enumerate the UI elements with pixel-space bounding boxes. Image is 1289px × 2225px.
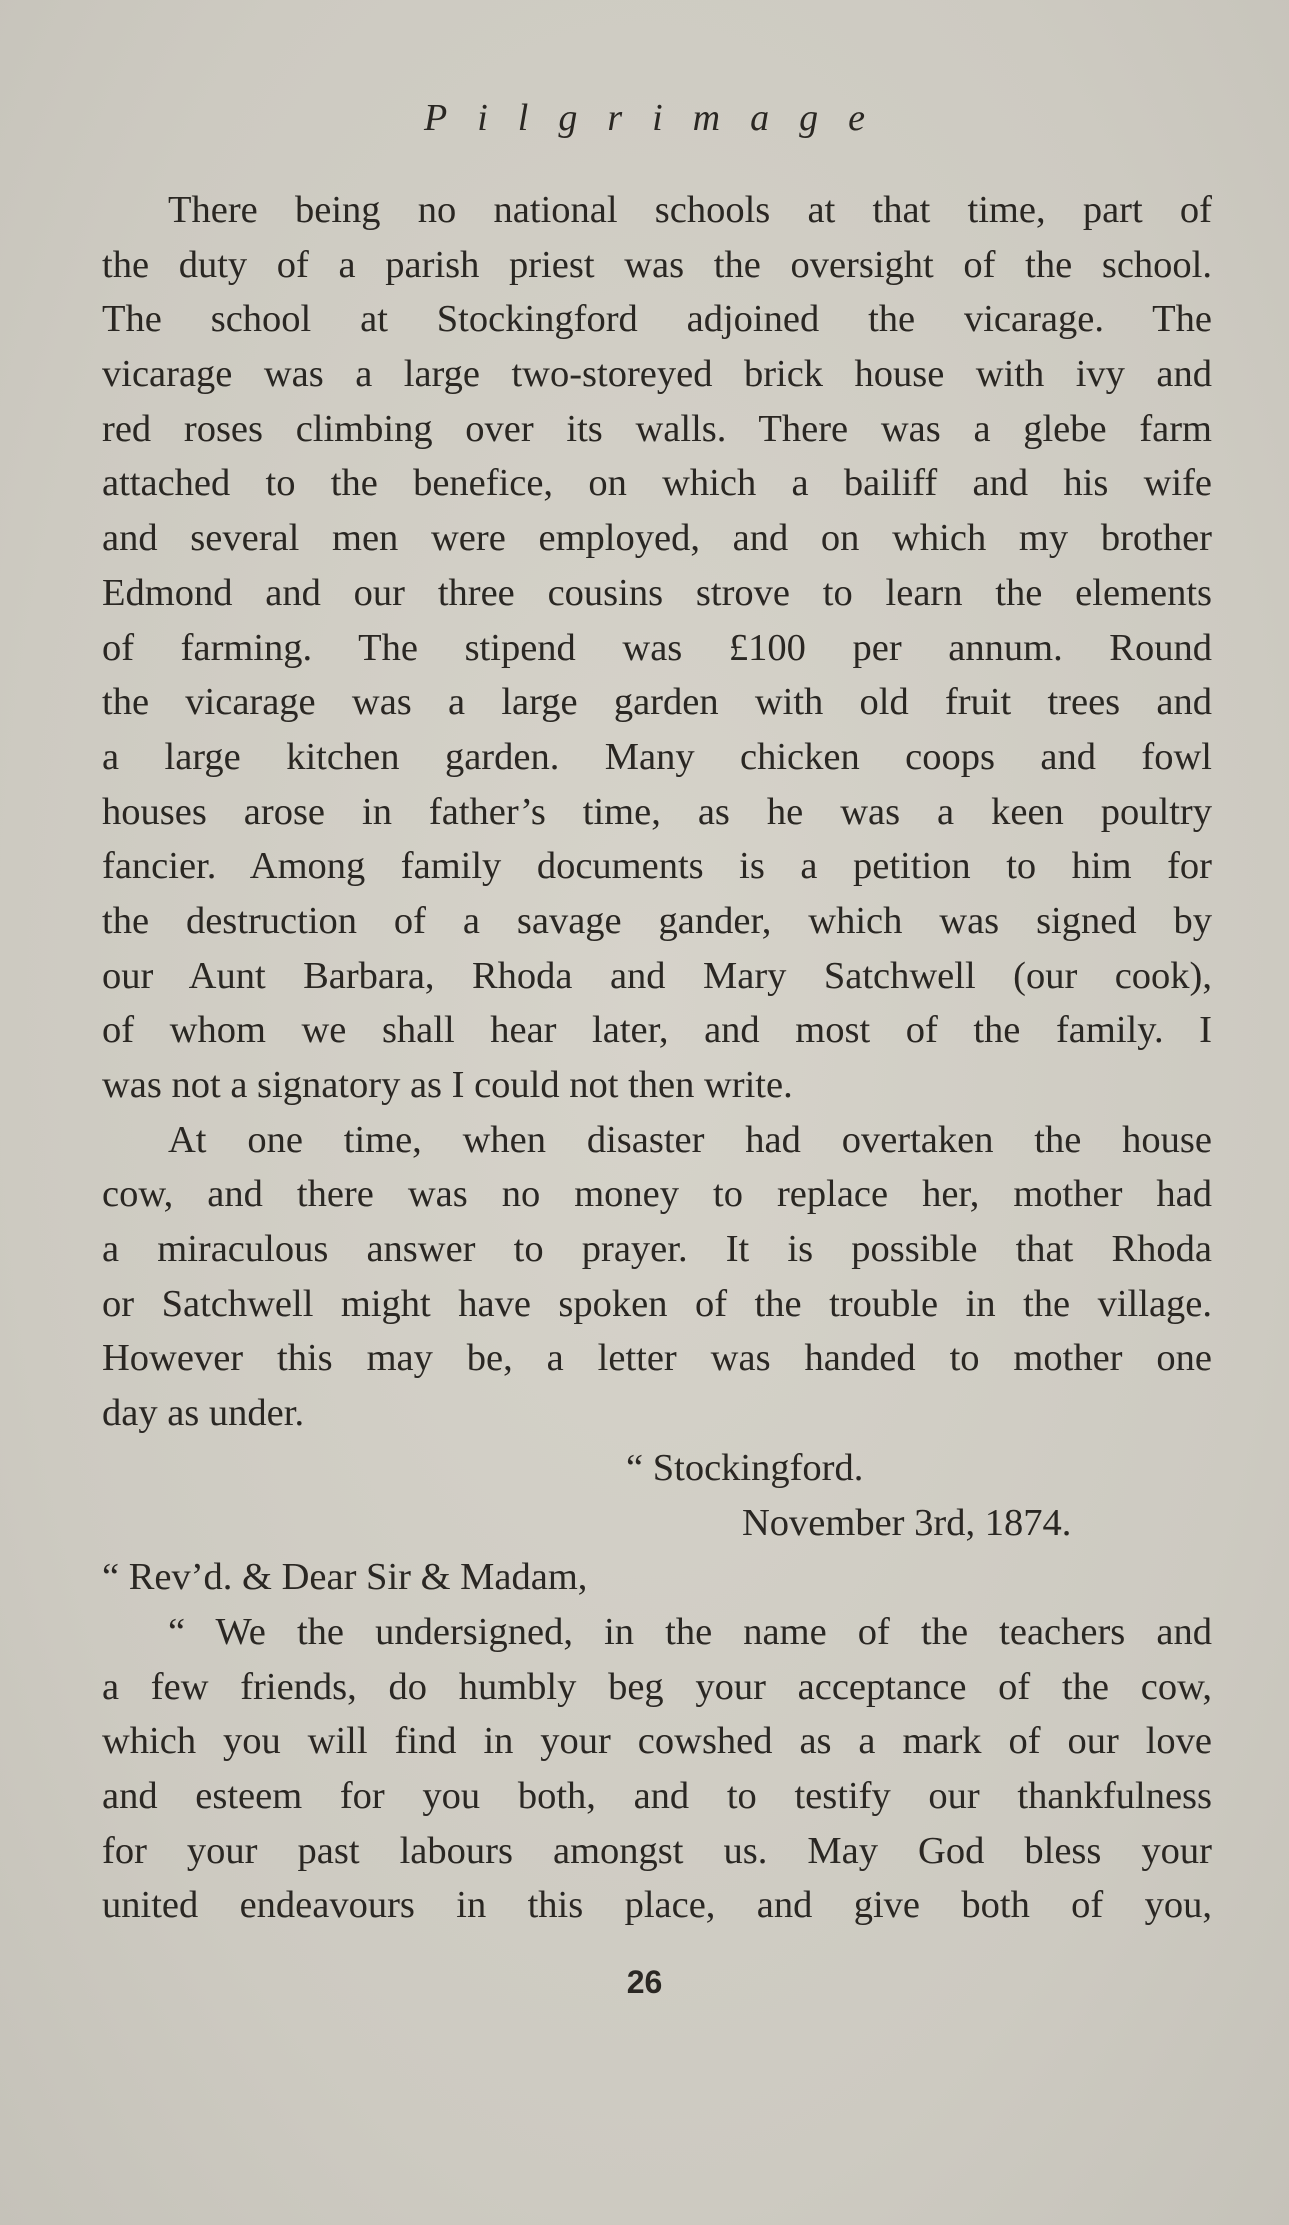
text-line: of farming. The stipend was £100 per annum. Round	[102, 626, 1212, 669]
text-line: and esteem for you both, and to testify our thankfulness	[102, 1774, 1212, 1817]
text-line: of whom we shall hear later, and most of the family. I	[102, 1009, 1212, 1052]
text-line: cow, and there was no money to replace her, mother had	[102, 1173, 1212, 1216]
text-line: The school at Stockingford adjoined the vicarage. The	[102, 298, 1212, 341]
text-line: for your past labours amongst us. May God bless your	[102, 1829, 1212, 1872]
text-line: our Aunt Barbara, Rhoda and Mary Satchwell (our cook),	[102, 954, 1212, 997]
text-line: was not a signatory as I could not then write.	[102, 1064, 793, 1106]
paragraph-1	[102, 183, 1212, 1113]
text-line: or Satchwell might have spoken of the trouble in the village.	[102, 1282, 1212, 1325]
text-line: a few friends, do humbly beg your acceptance of the cow,	[102, 1665, 1212, 1708]
running-head: Pilgrimage	[424, 97, 895, 139]
text-line: which you will find in your cowshed as a mark of our love	[102, 1720, 1212, 1763]
letter-date: November 3rd, 1874.	[742, 1501, 1072, 1544]
text-line: “ We the undersigned, in the name of the teachers and	[168, 1610, 1212, 1653]
text-line: There being no national schools at that time, part of	[168, 189, 1212, 231]
paragraph-2	[102, 1113, 1212, 1441]
text-line: red roses climbing over its walls. There was a glebe farm	[102, 407, 1212, 450]
text-line: Edmond and our three cousins strove to learn the elements	[102, 571, 1212, 614]
page-number: 26	[626, 1964, 663, 2000]
text-line: vicarage was a large two-storeyed brick house with ivy and	[102, 353, 1212, 396]
letter-place: “ Stockingford.	[626, 1446, 864, 1489]
text-line: a miraculous answer to prayer. It is possible that Rhoda	[102, 1228, 1212, 1271]
text-line: fancier. Among family documents is a petition to him for	[102, 845, 1212, 888]
text-line: day as under.	[102, 1392, 305, 1435]
text-line: attached to the benefice, on which a bailiff and his wife	[102, 462, 1212, 505]
text-line: However this may be, a letter was handed to mother one	[102, 1337, 1212, 1380]
text-line: a large kitchen garden. Many chicken coops and fowl	[102, 735, 1212, 778]
text-line: the destruction of a savage gander, which was signed by	[102, 899, 1212, 942]
body-text	[102, 183, 1212, 1933]
letter	[102, 1441, 1212, 1933]
text-line: the duty of a parish priest was the oversight of the school.	[102, 243, 1212, 286]
text-line: united endeavours in this place, and give both of you,	[102, 1884, 1212, 1927]
letter-salutation: “ Rev’d. & Dear Sir & Madam,	[102, 1556, 588, 1599]
text-line: houses arose in father’s time, as he was a keen poultry	[102, 790, 1212, 833]
text-line: and several men were employed, and on which my brother	[102, 517, 1212, 560]
text-line: the vicarage was a large garden with old fruit trees and	[102, 681, 1212, 724]
text-line: At one time, when disaster had overtaken the house	[168, 1118, 1212, 1161]
